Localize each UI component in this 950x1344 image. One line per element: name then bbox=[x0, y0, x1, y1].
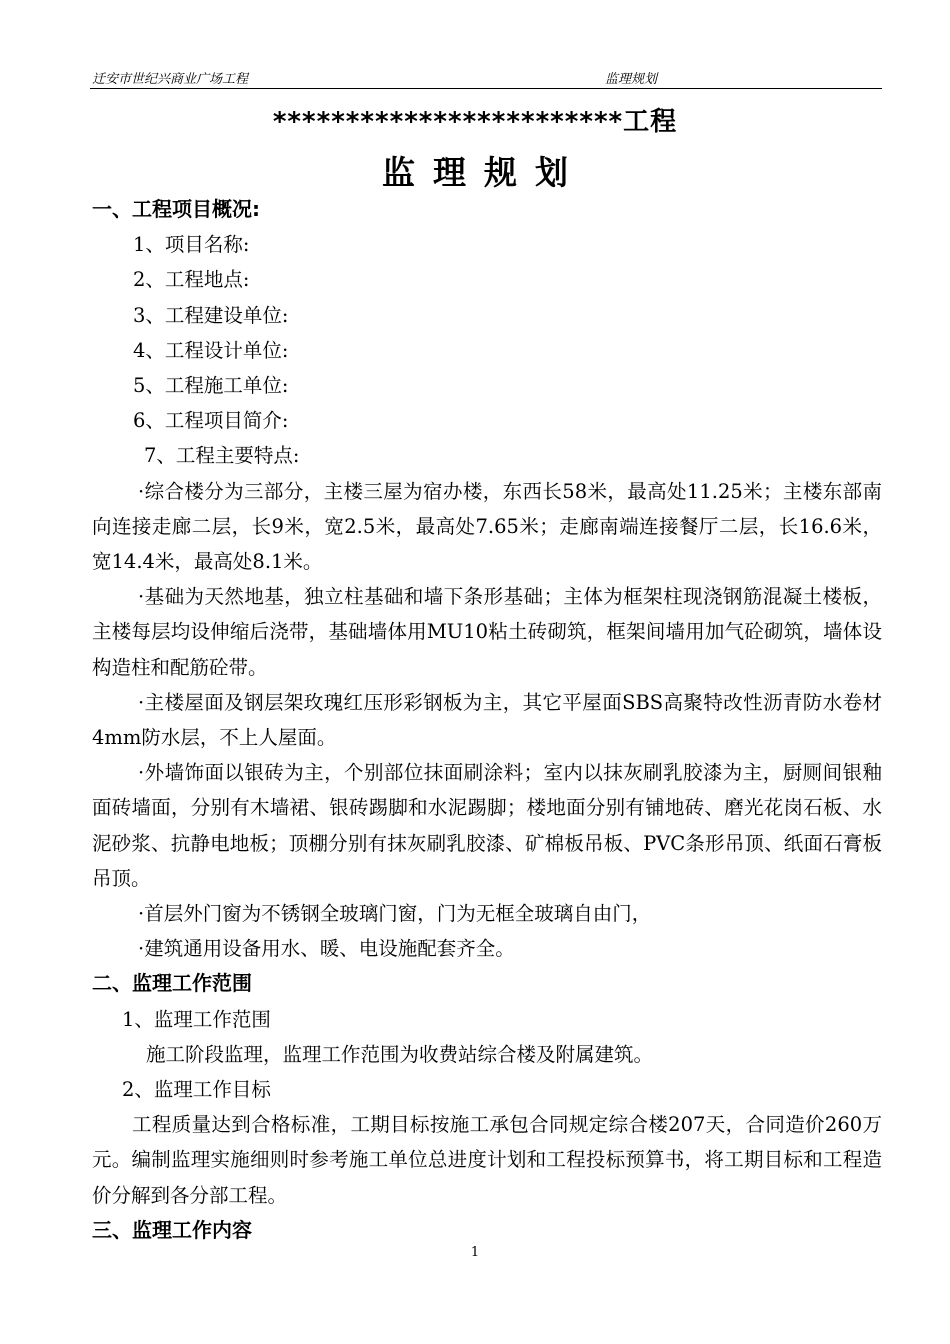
list-item: 4、工程设计单位: bbox=[133, 338, 289, 362]
list-item: 5、工程施工单位: bbox=[133, 374, 289, 398]
list-item: 7、工程主要特点: bbox=[144, 444, 300, 468]
subsection-text: 施工阶段监理，监理工作范围为收费站综合楼及附属建筑。 bbox=[146, 1042, 654, 1066]
list-item: 3、工程建设单位: bbox=[133, 303, 289, 327]
feature-paragraph: ·首层外门窗为不锈钢全玻璃门窗，门为无框全玻璃自由门， bbox=[138, 902, 652, 926]
page-number: 1 bbox=[470, 1245, 480, 1260]
feature-paragraph: ·外墙饰面以银砖为主，个别部位抹面刷涂料；室内以抹灰刷乳胶漆为主，厨厕间银釉面砖墙面，分别有木墙裙、银砖踢脚和水泥踢脚；楼地面分别有铺地砖、磨光花岗石板、水泥砂浆、抗静电地板；顶棚分别有抹灰刷乳胶漆、矿棉板吊板、PVC条形吊顶、纸面石膏板吊顶。 bbox=[92, 761, 882, 890]
document-subtitle: 监理规划 bbox=[382, 153, 586, 192]
feature-paragraph: ·建筑通用设备用水、暖、电设施配套齐全。 bbox=[138, 937, 515, 961]
header-doc-name: 监理规划 bbox=[605, 72, 658, 87]
list-item: 1、项目名称: bbox=[133, 233, 250, 257]
section-1-heading: 一、工程项目概况: bbox=[92, 197, 260, 221]
feature-paragraph: ·基础为天然地基，独立柱基础和墙下条形基础；主体为框架柱现浇钢筋混凝土楼板，主楼每层均设伸缩后浇带，基础墙体用MU10粘土砖砌筑，框架间墙用加气砼砌筑，墙体设构造柱和配筋砼带。 bbox=[92, 585, 882, 679]
header-project-name: 迁安市世纪兴商业广场工程 bbox=[92, 72, 249, 87]
section-2-heading: 二、监理工作范围 bbox=[92, 971, 252, 996]
document-title: ************************工程 bbox=[272, 107, 678, 137]
page-header bbox=[90, 66, 882, 89]
feature-paragraph: ·综合楼分为三部分，主楼三屋为宿办楼，东西长58米，最高处11.25米；主楼东部南向连接走廊二层，长9米，宽2.5米，最高处7.65米；走廊南端连接餐厅二层，长16.6米，宽14.4米，最高处8.1米。 bbox=[92, 479, 882, 574]
list-item: 6、工程项目简介: bbox=[133, 409, 289, 433]
subsection-heading: 1、监理工作范围 bbox=[122, 1007, 271, 1031]
document-body bbox=[92, 192, 882, 1248]
feature-paragraph: ·主楼屋面及钢层架玫瑰红压形彩钢板为主，其它平屋面SBS高聚特改性沥青防水卷材4mm防水层，不上人屋面。 bbox=[92, 690, 882, 750]
list-item: 2、工程地点: bbox=[133, 268, 250, 292]
subsection-text: 工程质量达到合格标准，工期目标按施工承包合同规定综合楼207天，合同造价260万元。编制监理实施细则时参考施工单位总进度计划和工程投标预算书，将工期目标和工程造价分解到各分部工程。 bbox=[92, 1113, 882, 1207]
subsection-heading: 2、监理工作目标 bbox=[122, 1078, 271, 1102]
section-3-heading: 三、监理工作内容 bbox=[92, 1217, 252, 1242]
